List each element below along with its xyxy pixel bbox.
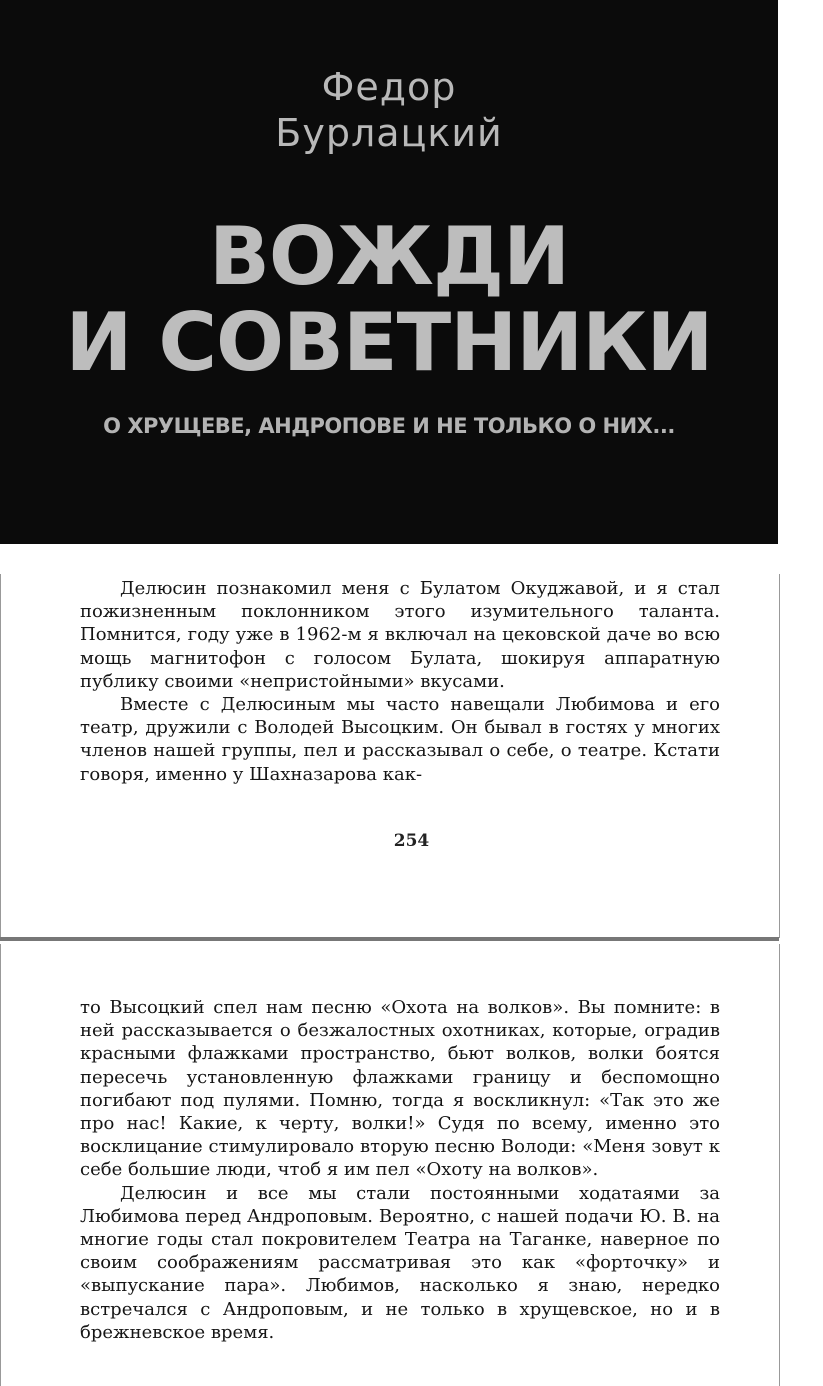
paragraph: то Высоцкий спел нам песню «Охота на волков». Вы помните: в ней рассказывается о безжалостных охотниках, которые, оградив красными флажками пространство, бьют волков, волки боятся пересечь установленную флажками границу и беспомощно погибают под пулями. Помню, тогда я воскликнул: «Так это же про нас! Какие, к черту, волки!» Судя по всему, именно это восклицание стимулировало вторую песню Володи: «Меня зовут к себе большие люди, чтоб я им пел «Охоту на волков».: [80, 997, 720, 1181]
author-first-name: Федор: [321, 65, 457, 109]
page-divider: [0, 937, 779, 941]
paragraph: Вместе с Делюсиным мы часто навещали Любимова и его театр, дружили с Володей Высоцким. Он бывал в гостях у многих членов нашей группы, пел и рассказывал о себе, о театре. Кстати говоря, именно у Шахназарова как-: [80, 694, 720, 785]
cover-subtitle: О ХРУЩЕВЕ, АНДРОПОВЕ И НЕ ТОЛЬКО О НИХ...: [103, 414, 675, 438]
cover-title: [0, 210, 778, 389]
page-255-text: [80, 996, 720, 1344]
title-line-2: И СОВЕТНИКИ: [65, 296, 713, 389]
cover-author: [0, 64, 778, 156]
book-cover: [0, 0, 778, 544]
page-254-text: [80, 577, 720, 786]
paragraph: Делюсин и все мы стали постоянными ходатаями за Любимова перед Андроповым. Вероятно, с нашей подачи Ю. В. на многие годы стал покровителем Театра на Таганке, наверное по своим соображениям рассматривая это как «форточку» и «выпускание пара». Любимов, насколько я знаю, нередко встречался с Андроповым, и не только в хрущевское, но и в брежневское время.: [80, 1182, 720, 1343]
page-number: 254: [393, 831, 430, 851]
paragraph: Делюсин познакомил меня с Булатом Окуджавой, и я стал пожизненным поклонником этого изумительного таланта. Помнится, году уже в 1962-м я включал на цековской даче во всю мощь магнитофон с голосом Булата, шокируя аппаратную публику своими «непристойными» вкусами.: [80, 578, 720, 692]
author-last-name: Бурлацкий: [275, 111, 503, 155]
title-line-1: ВОЖДИ: [208, 210, 570, 303]
